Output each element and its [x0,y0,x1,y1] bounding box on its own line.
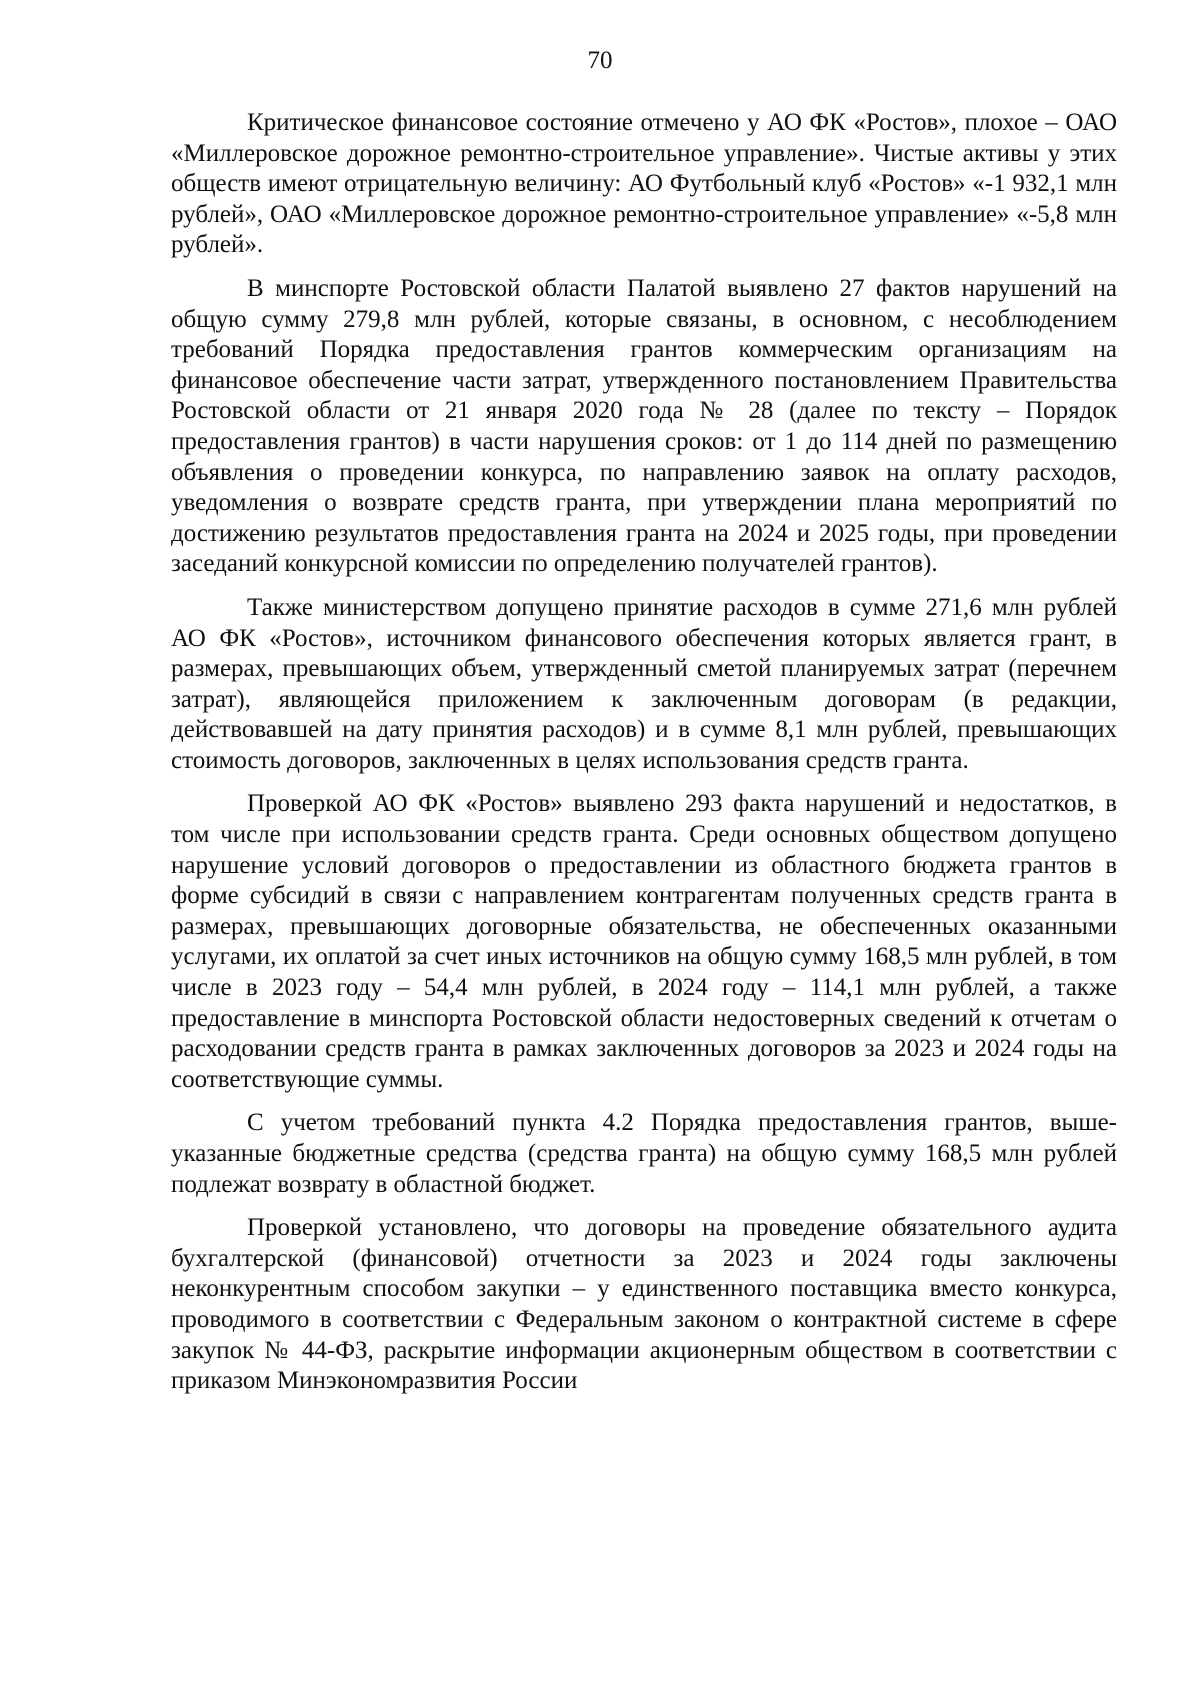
paragraph-financial-condition: Критическое финансовое состояние отмечено у АО ФК «Ростов», плохое – ОАО «Миллеровское дорожное ремонтно-строительное управление». Чистые активы у этих обществ имеют отрицательную величину: АО Футбольный клуб «Ростов» «-1 932,1 млн рублей», ОАО «Миллеровское дорожное ремонтно-строительное управление» «-5,8 млн рублей». [171,109,1117,259]
paragraph-grant-return: С учетом требований пункта 4.2 Порядка предоставления грантов, вышеуказанные бюджетные средства (средства гранта) на общую сумму 168,5 млн рублей подлежат возврату в областной бюджет. [171,1109,1117,1198]
paragraph-expense-acceptance: Также министерством допущено принятие расходов в сумме 271,6 млн рублей АО ФК «Ростов», источником финансового обеспечения которых является грант, в размерах, превышающих объем, утвержденный сметой планируемых затрат (перечнем затрат), являющейся приложением к заключенным договорам (в редакции, действовавшей на дату принятия расходов) и в сумме 8,1 млн рублей, превышающих стоимость договоров, заключенных в целях использования средств гранта. [171,593,1117,774]
page-number: 70 [587,47,613,74]
paragraph-minsport-violations: В минспорте Ростовской области Палатой выявлено 27 фактов нарушений на общую сумму 279,8 млн рублей, которые связаны, в основном, с несоблюдением требований Порядка предоставления грантов коммерческим организациям на финансовое обеспечение части затрат, утвержденного постановлением Правительства Ростовской области от 21 января 2020 года № 28 (далее по тексту – Порядок предоставления грантов) в части нарушения сроков: от 1 до 114 дней по размещению объявления о проведении конкурса, по направлению заявок на оплату расходов, уведомления о возврате средств гранта, при утверждении плана мероприятий по достижению результатов предоставления гранта на 2024 и 2025 годы, при проведении заседаний конкурсной комиссии по определению получателей грантов). [171,274,1117,578]
paragraph-audit-contracts: Проверкой установлено, что договоры на проведение обязательного аудита бухгалтерской (финансовой) отчетности за 2023 и 2024 годы заключены неконкурентным способом закупки – у единственного поставщика вместо конкурса, проводимого в соответствии с Федеральным законом о контрактной системе в сфере закупок № 44-ФЗ, раскрытие информации акционерным обществом в соответствии с приказом Минэкономразвития России [171,1214,1117,1395]
paragraph-fc-rostov-audit: Проверкой АО ФК «Ростов» выявлено 293 факта нарушений и недостатков, в том числе при использовании средств гранта. Среди основных обществом допущено нарушение условий договоров о предоставлении из областного бюджета грантов в форме субсидий в связи с направлением контрагентам полученных средств гранта в размерах, превышающих договорные обязательства, не обеспеченных оказанными услугами, их оплатой за счет иных источников на общую сумму 168,5 млн рублей, в том числе в 2023 году – 54,4 млн рублей, в 2024 году – 114,1 млн рублей, а также предоставление в минспорта Ростовской области недостоверных сведений к отчетам о расходовании средств гранта в рамках заключенных договоров за 2023 и 2024 годы на соответствующие суммы. [171,790,1117,1093]
document-body [171,108,1117,1410]
